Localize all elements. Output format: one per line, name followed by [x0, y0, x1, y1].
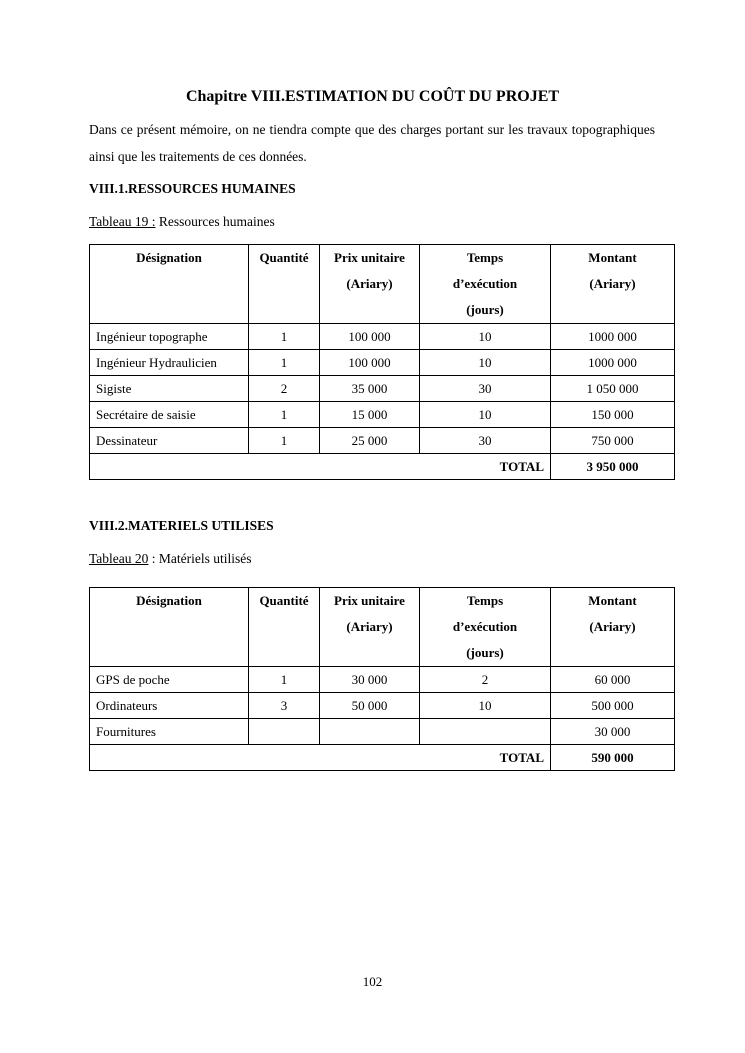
- cell-quantite: 1: [249, 350, 320, 376]
- header-temps: Temps d’exécution (jours): [420, 245, 551, 324]
- cell-designation: Dessinateur: [90, 428, 249, 454]
- table-row: [90, 428, 675, 454]
- page-number: 102: [362, 974, 383, 989]
- header-quantite: Quantité: [249, 245, 320, 324]
- cell-prix: 50 000: [320, 693, 420, 719]
- cell-designation: Ingénieur topographe: [90, 324, 249, 350]
- cell-prix: [320, 719, 420, 745]
- cell-montant: 150 000: [551, 402, 675, 428]
- cell-quantite: 1: [249, 402, 320, 428]
- cell-montant: 1000 000: [551, 324, 675, 350]
- cell-designation: Ordinateurs: [90, 693, 249, 719]
- total-row: [90, 745, 675, 771]
- cell-montant: 750 000: [551, 428, 675, 454]
- cell-montant: 60 000: [551, 667, 675, 693]
- cell-temps: [420, 719, 551, 745]
- cell-montant: 30 000: [551, 719, 675, 745]
- header-designation: Désignation: [90, 588, 249, 667]
- cell-designation: Fournitures: [90, 719, 249, 745]
- header-prix-unitaire: Prix unitaire (Ariary): [320, 245, 420, 324]
- table-row: [90, 693, 675, 719]
- table-materiels-utilises: [89, 587, 675, 771]
- chapter-title: Chapitre VIII.ESTIMATION DU COÛT DU PROJET: [185, 88, 560, 105]
- cell-temps: 10: [420, 350, 551, 376]
- intro-paragraph: Dans ce présent mémoire, on ne tiendra compte que des charges portant sur les travaux topographiques ainsi que les traitements de ces données.: [89, 122, 655, 164]
- cell-quantite: [249, 719, 320, 745]
- total-label: TOTAL: [90, 745, 551, 771]
- table-header-row: [90, 245, 675, 324]
- total-row: [90, 454, 675, 480]
- cell-temps: 10: [420, 324, 551, 350]
- cell-temps: 10: [420, 693, 551, 719]
- table-caption-19: [89, 214, 275, 230]
- cell-montant: 500 000: [551, 693, 675, 719]
- caption-text: : Matériels utilisés: [148, 551, 252, 566]
- cell-quantite: 2: [249, 376, 320, 402]
- header-montant: Montant (Ariary): [551, 245, 675, 324]
- table-ressources-humaines: [89, 244, 675, 480]
- cell-temps: 30: [420, 376, 551, 402]
- cell-prix: 35 000: [320, 376, 420, 402]
- cell-quantite: 1: [249, 667, 320, 693]
- cell-quantite: 1: [249, 324, 320, 350]
- cell-montant: 1000 000: [551, 350, 675, 376]
- table-row: [90, 402, 675, 428]
- header-designation: Désignation: [90, 245, 249, 324]
- header-temps: Temps d’exécution (jours): [420, 588, 551, 667]
- total-label: TOTAL: [90, 454, 551, 480]
- table-ref: Tableau 20: [89, 551, 149, 566]
- table-ref: Tableau 19 :: [89, 214, 156, 229]
- cell-designation: Ingénieur Hydraulicien: [90, 350, 249, 376]
- cell-designation: Sigiste: [90, 376, 249, 402]
- cell-prix: 100 000: [320, 324, 420, 350]
- header-montant: Montant (Ariary): [551, 588, 675, 667]
- table-row: [90, 376, 675, 402]
- cell-prix: 100 000: [320, 350, 420, 376]
- section-heading-ressources: VIII.1.RESSOURCES HUMAINES: [89, 181, 296, 196]
- cell-temps: 10: [420, 402, 551, 428]
- table-row: [90, 350, 675, 376]
- cell-prix: 15 000: [320, 402, 420, 428]
- header-prix-unitaire: Prix unitaire (Ariary): [320, 588, 420, 667]
- cell-temps: 2: [420, 667, 551, 693]
- cell-quantite: 1: [249, 428, 320, 454]
- cell-quantite: 3: [249, 693, 320, 719]
- table-row: [90, 719, 675, 745]
- cell-prix: 30 000: [320, 667, 420, 693]
- cell-montant: 1 050 000: [551, 376, 675, 402]
- table-header-row: [90, 588, 675, 667]
- cell-temps: 30: [420, 428, 551, 454]
- total-value: 3 950 000: [551, 454, 675, 480]
- table-row: [90, 667, 675, 693]
- cell-prix: 25 000: [320, 428, 420, 454]
- cell-designation: GPS de poche: [90, 667, 249, 693]
- cell-designation: Secrétaire de saisie: [90, 402, 249, 428]
- caption-text: Ressources humaines: [155, 214, 275, 229]
- total-value: 590 000: [551, 745, 675, 771]
- section-heading-materiels: VIII.2.MATERIELS UTILISES: [89, 518, 274, 533]
- table-caption-20: [89, 551, 252, 567]
- table-row: [90, 324, 675, 350]
- header-quantite: Quantité: [249, 588, 320, 667]
